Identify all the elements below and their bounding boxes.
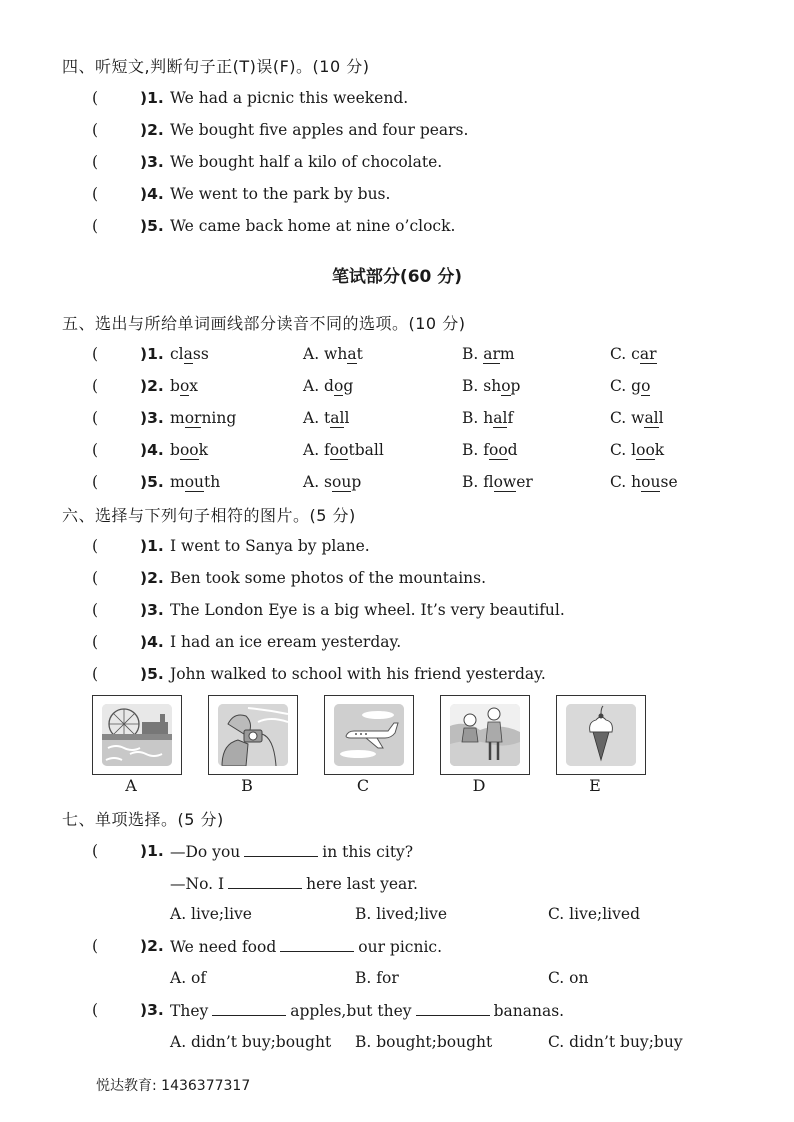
word-part: B. f [462, 441, 489, 459]
s7-question-2 [0, 937, 794, 959]
underlined-part: ow [493, 473, 517, 491]
word-part: g [343, 377, 354, 395]
s5-question-5 [0, 473, 794, 495]
picture-e [556, 695, 646, 775]
s5-question-1 [0, 345, 794, 367]
camera-photographer-icon [218, 704, 288, 766]
word-part: p [510, 377, 521, 395]
word-part: l [344, 409, 350, 427]
question-number: )2. [140, 377, 164, 395]
underlined-part: ou [184, 473, 205, 491]
section-6-title: 六、选择与下列句子相符的图片。(5 分) [62, 506, 356, 525]
underlined-part: ou [332, 473, 352, 491]
s4-question-3 [0, 153, 794, 175]
word-part: f [507, 409, 514, 427]
picture-c-label: C [356, 776, 370, 795]
underlined-part: ar [639, 345, 657, 363]
question-number: )1. [140, 842, 164, 860]
underlined-part: ar [483, 345, 500, 363]
s6-question-3 [0, 601, 794, 623]
answer-paren-open[interactable]: ( [92, 842, 99, 860]
section-5-title: 五、选出与所给单词画线部分读音不同的选项。(10 分) [62, 314, 466, 333]
word-part: se [660, 473, 678, 491]
statement-text: We went to the park by bus. [170, 185, 391, 203]
written-part-title: 笔试部分(60 分) [331, 267, 463, 287]
s4-question-2 [0, 121, 794, 143]
question-number: )1. [140, 345, 164, 363]
answer-paren-open[interactable]: ( [92, 569, 99, 587]
q2-line1b: our picnic. [358, 938, 443, 956]
answer-paren-open[interactable]: ( [92, 441, 99, 459]
word-part: b [170, 441, 180, 459]
option-b[interactable] [462, 441, 518, 459]
given-word [170, 441, 208, 459]
question-number: )4. [140, 185, 164, 203]
s7-q1-line2 [170, 874, 418, 893]
sentence-text: I had an ice eream yesterday. [170, 633, 402, 651]
option-b[interactable] [462, 345, 515, 363]
word-part: tball [348, 441, 384, 459]
underlined-part: o [501, 377, 511, 395]
answer-paren-open[interactable]: ( [92, 377, 99, 395]
word-part: A. d [303, 377, 334, 395]
word-part: A. wh [303, 345, 348, 363]
answer-blank[interactable] [228, 874, 302, 889]
q3-line1a: They [170, 1002, 209, 1020]
underlined-part: al [644, 409, 659, 427]
option-c[interactable] [610, 345, 657, 363]
word-part: m [170, 409, 185, 427]
picture-a [92, 695, 182, 775]
question-number: )4. [140, 633, 164, 651]
sentence-text: Ben took some photos of the mountains. [170, 569, 487, 587]
s4-question-1 [0, 89, 794, 111]
s6-question-5 [0, 665, 794, 687]
word-part: k [198, 441, 209, 459]
word-part: b [170, 377, 180, 395]
answer-paren-open[interactable]: ( [92, 185, 99, 203]
airplane-icon [334, 704, 404, 766]
word-part: x [189, 377, 199, 395]
option-a[interactable]: A. live;live [170, 905, 252, 923]
answer-paren-open[interactable]: ( [92, 217, 99, 235]
word-part: d [507, 441, 518, 459]
underlined-part: al [330, 409, 345, 427]
question-number: )5. [140, 665, 164, 683]
sentence-text: I went to Sanya by plane. [170, 537, 370, 555]
answer-paren-open[interactable]: ( [92, 345, 99, 363]
option-a[interactable] [303, 345, 363, 363]
question-number: )3. [140, 1001, 164, 1019]
given-word [170, 473, 220, 491]
option-a[interactable] [303, 409, 349, 427]
s5-question-4 [0, 441, 794, 463]
s7-q2-options [0, 969, 794, 991]
s4-question-5 [0, 217, 794, 239]
underlined-part: o [179, 377, 190, 395]
option-a[interactable] [303, 441, 384, 459]
answer-paren-open[interactable]: ( [92, 633, 99, 651]
answer-paren-open[interactable]: ( [92, 89, 99, 107]
ferris-wheel-icon [102, 704, 172, 766]
option-b[interactable] [462, 377, 520, 395]
underlined-part: oo [636, 441, 655, 459]
s6-question-1 [0, 537, 794, 559]
q1-line2a: —No. I [170, 875, 225, 893]
answer-paren-open[interactable]: ( [92, 473, 99, 491]
s7-q3-options [0, 1033, 794, 1055]
answer-paren-open[interactable]: ( [92, 537, 99, 555]
picture-a-label: A [125, 776, 137, 795]
s6-question-2 [0, 569, 794, 591]
q3-line1b: apples,but they [290, 1002, 412, 1020]
underlined-part: al [493, 409, 508, 427]
word-part: A. t [303, 409, 331, 427]
underlined-part: oo [488, 441, 508, 459]
underlined-part: a [183, 345, 193, 363]
underlined-part: o [333, 377, 344, 395]
underlined-part: ou [641, 473, 661, 491]
picture-d [440, 695, 530, 775]
answer-blank[interactable] [416, 1001, 490, 1016]
walking-friends-icon [450, 704, 520, 766]
question-number: )5. [140, 217, 164, 235]
word-part: C. g [610, 377, 642, 395]
picture-b-label: B [241, 776, 253, 795]
option-b[interactable]: B. bought;bought [355, 1033, 493, 1051]
word-part: C. h [610, 473, 642, 491]
option-c[interactable]: C. live;lived [548, 905, 640, 923]
word-part: m [170, 473, 185, 491]
s6-question-4 [0, 633, 794, 655]
word-part: m [499, 345, 515, 363]
word-part: cl [170, 345, 184, 363]
question-number: )5. [140, 473, 164, 491]
word-part: er [516, 473, 533, 491]
word-part: C. w [610, 409, 645, 427]
q1-line1b: in this city? [322, 843, 414, 861]
option-a[interactable] [303, 473, 361, 491]
question-number: )4. [140, 441, 164, 459]
underlined-part: oo [329, 441, 349, 459]
question-number: )3. [140, 601, 164, 619]
question-number: )3. [140, 409, 164, 427]
question-number: )2. [140, 569, 164, 587]
answer-paren-open[interactable]: ( [92, 153, 99, 171]
word-part: ss [192, 345, 209, 363]
question-number: )2. [140, 121, 164, 139]
answer-paren-open[interactable]: ( [92, 601, 99, 619]
section-7-title: 七、单项选择。(5 分) [62, 810, 224, 829]
option-b[interactable] [462, 409, 513, 427]
statement-text: We had a picnic this weekend. [170, 89, 409, 107]
s7-question-1 [0, 842, 794, 864]
picture-b [208, 695, 298, 775]
option-b[interactable]: B. lived;live [355, 905, 448, 923]
word-part: p [351, 473, 362, 491]
option-c[interactable] [610, 473, 678, 491]
answer-paren-open[interactable]: ( [92, 1001, 99, 1019]
picture-d-label: D [472, 776, 486, 795]
option-b[interactable] [462, 473, 533, 491]
underlined-part: or [184, 409, 202, 427]
answer-paren-open[interactable]: ( [92, 937, 99, 955]
s5-question-3 [0, 409, 794, 431]
option-c[interactable] [610, 441, 664, 459]
option-c[interactable]: C. on [548, 969, 589, 987]
word-part: A. f [303, 441, 330, 459]
answer-paren-open[interactable]: ( [92, 409, 99, 427]
option-c[interactable] [610, 377, 650, 395]
underlined-part: o [641, 377, 651, 395]
word-part: t [356, 345, 363, 363]
answer-blank[interactable] [280, 937, 354, 952]
word-part: C. c [610, 345, 640, 363]
option-a[interactable] [303, 377, 353, 395]
sentence-text: John walked to school with his friend yesterday. [170, 665, 546, 683]
word-part: ning [201, 409, 237, 427]
sentence-text: The London Eye is a big wheel. It’s very beautiful. [170, 601, 565, 619]
statement-text: We came back home at nine o’clock. [170, 217, 456, 235]
q3-line1c: bananas. [493, 1002, 565, 1020]
option-b[interactable]: B. for [355, 969, 399, 987]
ice-cream-icon [566, 704, 636, 766]
question-number: )1. [140, 537, 164, 555]
option-a[interactable]: A. didn’t buy;bought [170, 1033, 332, 1051]
answer-blank[interactable] [244, 842, 318, 857]
statement-text: We bought five apples and four pears. [170, 121, 469, 139]
given-word [170, 377, 198, 395]
underlined-part: oo [179, 441, 199, 459]
section-4-title: 四、听短文,判断句子正(T)误(F)。(10 分) [62, 57, 370, 76]
option-c[interactable]: C. didn’t buy;buy [548, 1033, 683, 1051]
answer-paren-open[interactable]: ( [92, 665, 99, 683]
underlined-part: a [347, 345, 357, 363]
footer-contact: 悦达教育: 1436377317 [96, 1078, 251, 1094]
s4-question-4 [0, 185, 794, 207]
option-a[interactable]: A. of [170, 969, 207, 987]
s7-question-3 [0, 1001, 794, 1023]
word-part: A. s [303, 473, 333, 491]
answer-paren-open[interactable]: ( [92, 121, 99, 139]
word-part: l [658, 409, 664, 427]
question-number: )2. [140, 937, 164, 955]
question-number: )3. [140, 153, 164, 171]
word-part: B. [462, 345, 484, 363]
word-part: B. h [462, 409, 494, 427]
picture-e-label: E [589, 776, 601, 795]
word-part: C. l [610, 441, 637, 459]
word-part: B. fl [462, 473, 494, 491]
word-part: B. sh [462, 377, 502, 395]
word-part: th [204, 473, 221, 491]
answer-blank[interactable] [212, 1001, 286, 1016]
q2-line1a: We need food [170, 938, 277, 956]
statement-text: We bought half a kilo of chocolate. [170, 153, 443, 171]
question-number: )1. [140, 89, 164, 107]
q1-line1a: —Do you [170, 843, 241, 861]
s5-question-2 [0, 377, 794, 399]
word-part: k [654, 441, 665, 459]
s7-q1-options [0, 905, 794, 927]
q1-line2b: here last year. [306, 875, 418, 893]
given-word [170, 409, 236, 427]
given-word [170, 345, 209, 363]
option-c[interactable] [610, 409, 664, 427]
picture-c [324, 695, 414, 775]
